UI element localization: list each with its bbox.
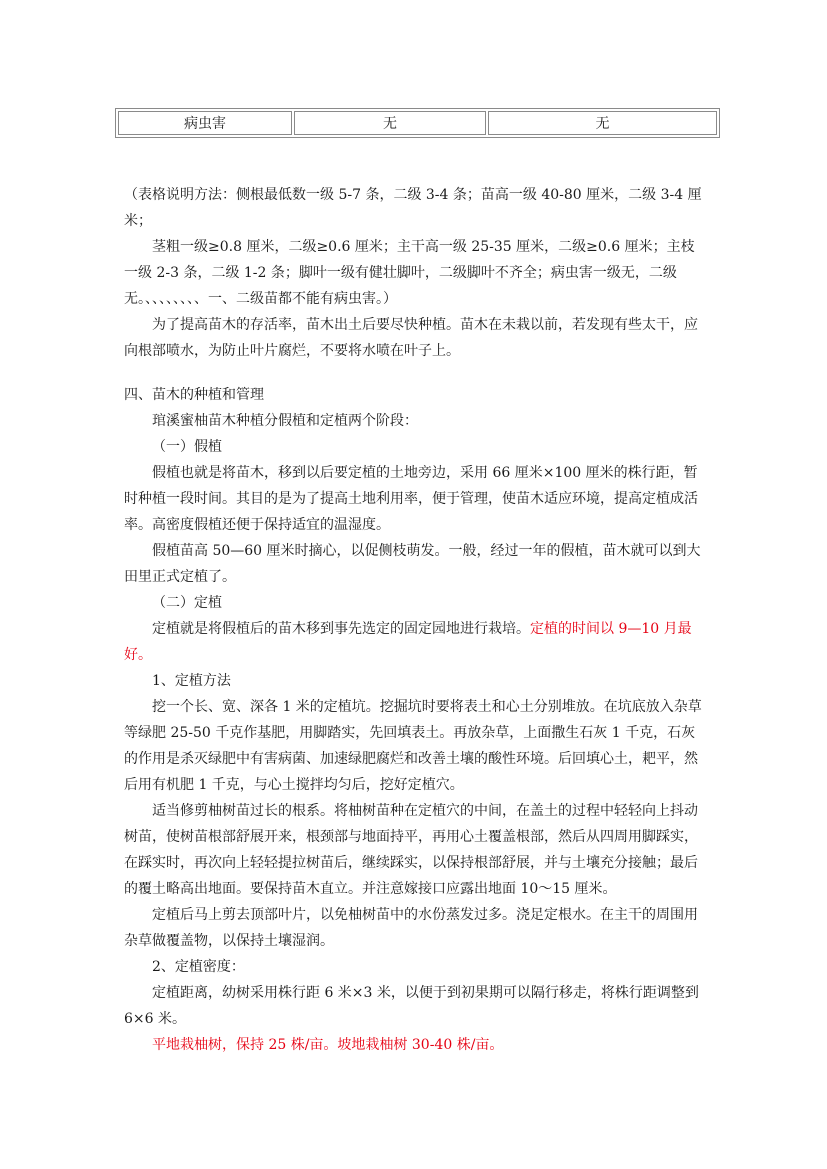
paragraph-topping: 假植苗高 50—60 厘米时摘心，以促侧枝萌发。一般，经过一年的假植，苗木就可以到大田里正式定植了。: [124, 543, 701, 585]
pest-table: [115, 108, 720, 138]
paragraph-permanent-planting: [124, 616, 704, 668]
paragraph-root-pruning: 适当修剪柚树苗过长的根系。将柚树苗种在定植穴的中间，在盖土的过程中轻轻向上抖动树苗，使树苗根部舒展开来，根颈部与地面持平，再用心土覆盖根部，然后从四周用脚踩实，在踩实时，再次向上轻轻提拉树苗后，继续踩实，以保持根部舒展，并与土壤充分接触；最后的覆土略高出地面。要保持苗木直立。并注意嫁接口应露出地面 10～15 厘米。: [124, 803, 698, 897]
subheading-planting-method: 1、定植方法: [152, 673, 231, 689]
paragraph-table-note: （表格说明方法：侧根最低数一级 5-7 条，二级 3-4 条；苗高一级 40-80 厘米，二级 3-4 厘米；: [124, 187, 702, 229]
permanent-planting-text: 定植就是将假植后的苗木移到事先选定的固定园地进行栽培。: [152, 621, 530, 637]
paragraph-two-stages: 琯溪蜜柚苗木种植分假植和定植两个阶段：: [152, 413, 418, 429]
paragraph-planting-pit: 挖一个长、宽、深各 1 米的定植坑。挖掘坑时要将表土和心土分别堆放。在坑底放入杂草等绿肥 25-50 千克作基肥，用脚踏实，先回填表土。再放杂草，上面撒生石灰 1 千克，石灰的作用是杀灭绿肥中有害病菌、加速绿肥腐烂和改善土壤的酸性环境。后回填心土，耙平，然后用有机肥 1 千克，与心土搅拌均匀后，挖好定植穴。: [124, 699, 702, 793]
subheading-permanent-planting: （二）定植: [152, 595, 222, 611]
paragraph-stem-criteria: 茎粗一级≥0.8 厘米，二级≥0.6 厘米；主干高一级 25-35 厘米，二级≥0.6 厘米；主枝一级 2-3 条，二级 1-2 条；脚叶一级有健壮脚叶，二级脚叶不齐全；病虫害一级无，二级无。、、、、、、、、一、二级苗都不能有病虫害。）: [124, 239, 695, 307]
paragraph-after-planting: 定植后马上剪去顶部叶片，以免柚树苗中的水份蒸发过多。浇足定根水。在主干的周围用杂草做覆盖物，以保持土壤湿润。: [124, 907, 698, 949]
body-text: [124, 182, 704, 1058]
planting-time-highlight: 定植的时间以 9—10 月最好。: [124, 621, 692, 663]
table-cell-label: 病虫害: [118, 111, 292, 135]
table-cell-grade1: 无: [294, 111, 486, 135]
paragraph-temporary-planting: 假植也就是将苗木，移到以后要定植的土地旁边，采用 66 厘米×100 厘米的株行距，暂时种植一段时间。其目的是为了提高土地利用率，便于管理，使苗木适应环境，提高定植成活率。高密度假植还便于保持适宜的温湿度。: [124, 465, 698, 533]
paragraph-density-highlight: 平地栽柚树，保持 25 株/亩。坡地栽柚树 30-40 株/亩。: [152, 1037, 504, 1053]
subheading-temporary-planting: （一）假植: [152, 439, 222, 455]
subheading-planting-density: 2、定植密度：: [152, 959, 245, 975]
paragraph-spacing: 定植距离，幼树采用株行距 6 米×3 米，以便于到初果期可以隔行移走，将株行距调整到 6×6 米。: [124, 985, 699, 1027]
table-row: [118, 111, 717, 135]
table-cell-grade2: 无: [488, 111, 717, 135]
section-heading-planting: 四、苗木的种植和管理: [124, 387, 264, 403]
paragraph-survival: 为了提高苗木的存活率，苗木出土后要尽快种植。苗木在未栽以前，若发现有些太干，应向根部喷水，为防止叶片腐烂，不要将水喷在叶子上。: [124, 317, 698, 359]
